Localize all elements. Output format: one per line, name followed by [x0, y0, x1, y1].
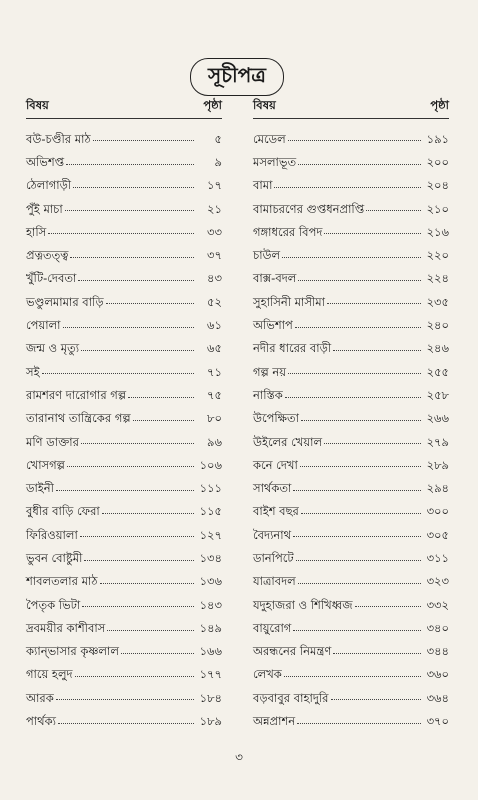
dot-leader [121, 653, 194, 654]
toc-entry [253, 145, 449, 168]
dot-leader [56, 490, 194, 491]
entry-title: ফিরিওয়ালা [26, 527, 78, 542]
entry-page: ১৭৭ [199, 667, 222, 682]
toc-entry [26, 495, 222, 518]
entry-page: ২৯৪ [426, 481, 449, 496]
toc-entry [253, 308, 449, 331]
dot-leader [67, 466, 194, 467]
dot-leader [355, 606, 421, 607]
entry-page: ১০৬ [199, 457, 222, 472]
dot-leader [48, 233, 194, 234]
entry-title: অভিশপ্ত [26, 154, 65, 169]
dot-leader [106, 303, 194, 304]
entry-page: ২৬৬ [426, 411, 449, 426]
entry-title: লেখক [253, 667, 282, 682]
entry-title: কনে দেখা [253, 457, 298, 472]
entry-title: বামা [253, 178, 273, 193]
entry-title: বায়ুরোগ [253, 620, 292, 635]
entry-page: ২১৬ [426, 224, 449, 239]
toc-entry [26, 355, 222, 378]
dot-leader [327, 303, 421, 304]
entry-title: মেডেল [253, 131, 286, 146]
entry-title: নদীর ধারের বাড়ী [253, 341, 332, 356]
toc-entry [26, 588, 222, 611]
toc-entry [26, 425, 222, 448]
entry-title: পার্থক্য [26, 714, 56, 729]
entry-page: ১৪৩ [199, 597, 222, 612]
entry-page: ২৭৯ [426, 434, 449, 449]
column-header [253, 98, 449, 119]
entry-title: গঙ্গাধরের বিপদ [253, 224, 323, 239]
entry-title: ঠেলাগাড়ী [26, 178, 72, 193]
toc-entry [26, 471, 222, 494]
entry-page: ১৯১ [426, 131, 449, 146]
toc-entry [253, 681, 449, 704]
toc-entry [26, 192, 222, 215]
toc-entry [26, 145, 222, 168]
dot-leader [73, 187, 194, 188]
dot-leader [58, 723, 194, 724]
dot-leader [293, 536, 421, 537]
dot-leader [133, 420, 194, 421]
dot-leader [75, 676, 194, 677]
dot-leader [78, 280, 194, 281]
toc-entry [26, 611, 222, 634]
dot-leader [100, 583, 195, 584]
dot-leader [300, 466, 421, 467]
toc-entry [253, 471, 449, 494]
entry-page: ৩০০ [426, 504, 449, 519]
entry-title: শাবলতলার মাঠ [26, 574, 98, 589]
contents-column-right [253, 98, 449, 728]
entry-page: ৩১১ [426, 551, 449, 565]
toc-entry [26, 169, 222, 192]
entry-title: আরক [26, 690, 54, 705]
subject-header: বিষয় [253, 98, 276, 112]
dot-leader [301, 513, 421, 514]
entry-page: ৫ [214, 131, 222, 146]
entry-page: ২৩৫ [426, 294, 449, 309]
entry-title: বাক্স-বদল [253, 271, 297, 286]
entry-page: ৩০৫ [426, 527, 449, 542]
entry-page: ৩২৩ [426, 574, 449, 589]
dot-leader [70, 257, 194, 258]
entry-title: যাত্রাবদল [253, 574, 296, 589]
entry-title: তারানাথ তান্ত্রিকের গল্প [26, 411, 131, 426]
toc-entry [253, 215, 449, 238]
dot-leader [333, 350, 421, 351]
dot-leader [65, 210, 194, 211]
entry-page: ৩৬০ [426, 667, 449, 682]
toc-entry [253, 332, 449, 355]
dot-leader [293, 490, 421, 491]
toc-entry [253, 518, 449, 541]
toc-entry [26, 215, 222, 238]
entry-list [26, 122, 222, 728]
dot-leader [324, 443, 421, 444]
entry-page: ১১৫ [199, 504, 222, 519]
entry-page: ৩৬৪ [426, 690, 449, 705]
dot-leader [324, 233, 421, 234]
dot-leader [56, 699, 194, 700]
entry-page: ৫২ [207, 294, 222, 309]
dot-leader [298, 280, 421, 281]
entry-title: ডানপিটে [253, 551, 294, 565]
dot-leader [366, 210, 421, 211]
dot-leader [82, 606, 194, 607]
toc-entry [26, 658, 222, 681]
page-number: ৩ [235, 750, 243, 764]
entry-page: ১৮৪ [199, 690, 222, 705]
dot-leader [107, 630, 194, 631]
entry-title: বৈদ্যনাথ [253, 527, 292, 542]
entry-page: ৩৭ [207, 248, 222, 263]
dot-leader [296, 560, 421, 561]
page-header: পৃষ্ঠা [430, 98, 449, 112]
entry-title: উইলের খেয়াল [253, 434, 323, 449]
entry-title: চাউল [253, 248, 281, 263]
dot-leader [80, 536, 194, 537]
dot-leader [298, 164, 421, 165]
toc-entry [26, 681, 222, 704]
entry-title: প্রত্নতত্ত্ব [26, 248, 69, 263]
entry-page: ৩৩ [207, 224, 222, 239]
entry-page: ১৩৬ [199, 574, 222, 589]
entry-title: সই [26, 364, 40, 379]
entry-page: ৩৭০ [426, 714, 449, 729]
toc-entry [26, 285, 222, 308]
entry-title: পৈতৃক ভিটা [26, 597, 81, 612]
entry-page: ১৬৬ [199, 644, 222, 659]
toc-entry [253, 425, 449, 448]
dot-leader [274, 187, 421, 188]
dot-leader [298, 583, 421, 584]
entry-page: ৬১ [207, 318, 222, 333]
toc-entry [253, 704, 449, 727]
dot-leader [285, 397, 421, 398]
entry-title: রামশরণ দারোগার গল্প [26, 387, 127, 402]
toc-entry [253, 262, 449, 285]
entry-title: অরন্ধনের নিমন্ত্রণ [253, 644, 332, 659]
column-header [26, 98, 222, 119]
page-header: পৃষ্ঠা [203, 98, 222, 112]
toc-entry [253, 541, 449, 564]
entry-title: দ্রবময়ীর কাশীবাস [26, 620, 106, 635]
toc-entry [253, 565, 449, 588]
entry-title: উপেক্ষিতা [253, 411, 299, 426]
dot-leader [81, 443, 194, 444]
toc-entry [26, 565, 222, 588]
entry-title: বড়বাবুর বাহাদুরি [253, 690, 329, 705]
dot-leader [63, 327, 195, 328]
toc-entry [26, 262, 222, 285]
entry-page: ১৩৪ [199, 551, 222, 565]
entry-title: পুঁই মাচা [26, 201, 63, 216]
subject-header: বিষয় [26, 98, 49, 112]
entry-page: ৩৪৪ [426, 644, 449, 659]
entry-title: গায়ে হলুদ [26, 667, 73, 682]
dot-leader [93, 140, 194, 141]
entry-title: ভণ্ডুলমামার বাড়ি [26, 294, 104, 309]
entry-page: ২১ [207, 201, 222, 216]
toc-entry [253, 169, 449, 192]
entry-title: ক্যান্‌ভাসার কৃষ্ণলাল [26, 644, 119, 659]
entry-title: অভিশাপ [253, 318, 293, 333]
dot-leader [295, 327, 421, 328]
entry-list [253, 122, 449, 728]
dot-leader [128, 397, 194, 398]
entry-title: মণি ডাক্তার [26, 434, 79, 449]
entry-title: ডাইনী [26, 481, 54, 496]
dot-leader [84, 560, 194, 561]
dot-leader [333, 653, 421, 654]
entry-page: ২৮৯ [426, 457, 449, 472]
entry-page: ৭৫ [207, 387, 222, 402]
dot-leader [297, 723, 421, 724]
entry-title: হাসি [26, 224, 47, 239]
entry-title: অন্নপ্রাশন [253, 714, 296, 729]
entry-page: ১৭ [207, 178, 222, 193]
toc-entry [253, 378, 449, 401]
entry-title: জন্ম ও মৃত্যু [26, 341, 80, 356]
entry-title: নাস্তিক [253, 387, 283, 402]
dot-leader [293, 630, 421, 631]
toc-entry [26, 238, 222, 261]
entry-page: ৬৫ [207, 341, 222, 356]
dot-leader [301, 420, 421, 421]
entry-title: মসলাভূত [253, 154, 297, 169]
toc-entry [253, 588, 449, 611]
entry-page: ৭১ [207, 364, 222, 379]
entry-page: ১৮৯ [199, 714, 222, 729]
entry-title: পেয়ালা [26, 318, 61, 333]
toc-entry [253, 192, 449, 215]
entry-page: ৯৬ [207, 434, 222, 449]
entry-page: ১৪৯ [199, 620, 222, 635]
entry-title: খোসগল্প [26, 457, 65, 472]
entry-page: ৩৩২ [426, 597, 449, 612]
entry-title: বামাচরণের গুপ্তধনপ্রাপ্তি [253, 201, 365, 216]
toc-entry [26, 541, 222, 564]
dot-leader [288, 140, 421, 141]
toc-entry [253, 402, 449, 425]
entry-page: ২১০ [426, 201, 449, 216]
toc-entry [26, 402, 222, 425]
entry-page: ২০৪ [426, 178, 449, 193]
entry-page: ৩৪০ [426, 620, 449, 635]
entry-title: ভুবন বোষ্টুমী [26, 551, 83, 565]
entry-title: বউ-চণ্ডীর মাঠ [26, 131, 91, 146]
entry-page: ২৫৫ [426, 364, 449, 379]
toc-entry [253, 448, 449, 471]
entry-page: ৯ [214, 154, 222, 169]
dot-leader [102, 513, 194, 514]
entry-page: ৮০ [207, 411, 222, 426]
dot-leader [284, 676, 421, 677]
entry-page: ২২৪ [426, 271, 449, 286]
entry-page: ২০০ [426, 154, 449, 169]
toc-entry [26, 308, 222, 331]
entry-title: খুঁটি-দেবতা [26, 271, 77, 286]
toc-entry [253, 285, 449, 308]
entry-title: সুহাসিনী মাসীমা [253, 294, 325, 309]
toc-entry [253, 635, 449, 658]
toc-entry [253, 238, 449, 261]
toc-entry [26, 635, 222, 658]
entry-title: যদুহাজরা ও শিখিধ্বজ [253, 597, 353, 612]
contents-column-left [26, 98, 222, 728]
toc-entry [26, 378, 222, 401]
dot-leader [81, 350, 194, 351]
dot-leader [288, 373, 421, 374]
entry-page: ২৪০ [426, 318, 449, 333]
entry-page: ৪৩ [207, 271, 222, 286]
dot-leader [282, 257, 421, 258]
entry-page: ২৫৮ [426, 387, 449, 402]
entry-page: ২৪৬ [426, 341, 449, 356]
toc-entry [253, 495, 449, 518]
entry-page: ২২০ [426, 248, 449, 263]
toc-entry [26, 332, 222, 355]
dot-leader [42, 373, 194, 374]
entry-title: সার্থকতা [253, 481, 292, 496]
entry-title: বাইশ বছর [253, 504, 299, 519]
toc-entry [253, 658, 449, 681]
toc-entry [26, 518, 222, 541]
entry-title: বুধীর বাড়ি ফেরা [26, 504, 100, 519]
toc-entry [253, 611, 449, 634]
toc-entry [26, 448, 222, 471]
entry-page: ১১১ [199, 481, 222, 496]
entry-title: গল্প নয় [253, 364, 287, 379]
toc-entry [253, 355, 449, 378]
toc-entry [26, 122, 222, 145]
toc-entry [253, 122, 449, 145]
page-title: সূচীপত্র [190, 58, 284, 96]
dot-leader [66, 164, 194, 165]
entry-page: ১২৭ [199, 527, 222, 542]
toc-entry [26, 704, 222, 727]
dot-leader [331, 699, 422, 700]
